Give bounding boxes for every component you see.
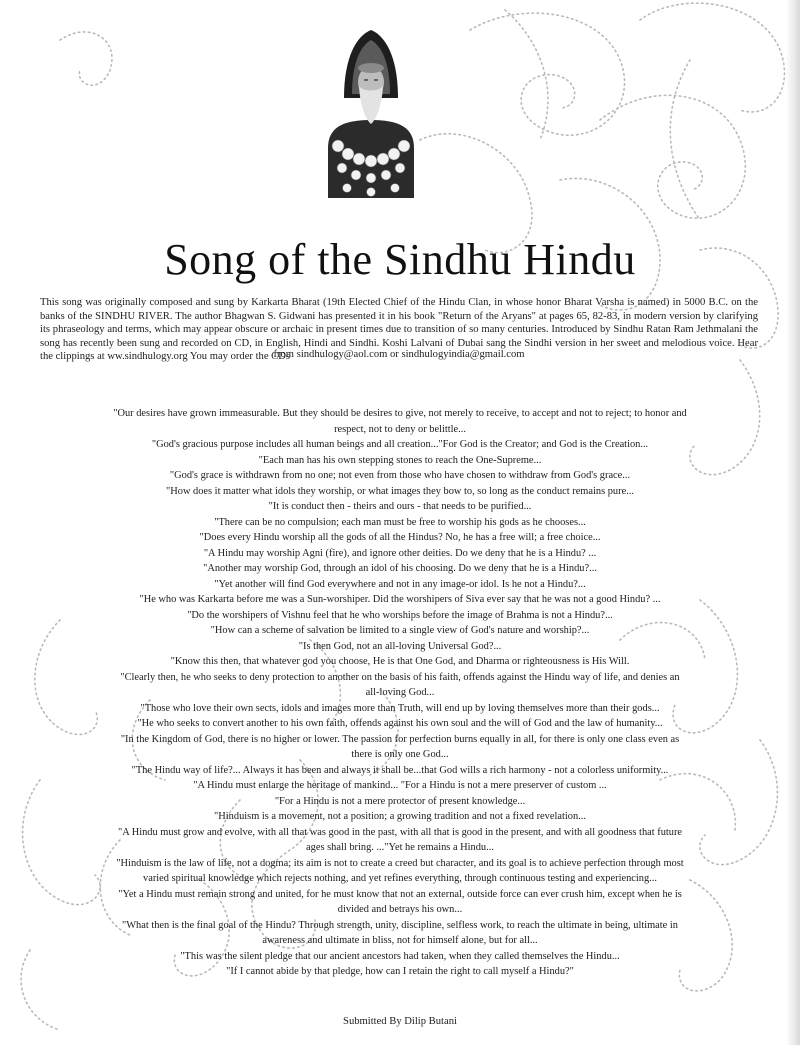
verse-line: "If I cannot abide by that pledge, how can I retain the right to call myself a Hindu?" [226, 966, 574, 977]
verse-line: "Yet a Hindu must remain strong and united, for he must know that not an external, outside force can ever crush him, except when he is [118, 888, 682, 900]
verse-line: varied spiritual knowledge which rejects nothing, and yet refines everything, through continuous testing and experiencing... [143, 873, 657, 884]
page-title: Song of the Sindhu Hindu [164, 235, 636, 284]
song-verses [50, 406, 750, 980]
verse-line: "Does every Hindu worship all the gods of all the Hindus? No, he has a free will; a free choice... [199, 532, 601, 543]
verse-line: "Each man has his own stepping stones to reach the One-Supreme... [258, 454, 542, 466]
verse-line: "Hinduism is the law of life, not a dogma; its aim is not to create a creed but character, and its goal is to achieve perfection through most [116, 857, 684, 869]
verse-line: "A Hindu may worship Agni (fire), and ignore other deities. Do we deny that he is a Hindu? ... [203, 547, 597, 559]
verse-line: "What then is the final goal of the Hindu? Through strength, unity, discipline, selfless work, to reach the ultimate in being, ultimate in [122, 919, 678, 931]
verse-line: "How does it matter what idols they worship, or what images they bow to, so long as the conduct remains pure... [166, 485, 634, 497]
scan-page-edge [786, 0, 800, 1045]
verse-line: "God's gracious purpose includes all human beings and all creation..."For God is the Creator; and God is the Creation... [151, 439, 649, 450]
deity-statue-icon [322, 28, 420, 198]
verse-line: "This was the silent pledge that our ancient ancestors had taken, when they called themselves the Hindu... [180, 950, 620, 962]
verse-line: "For a Hindu is not a mere protector of present knowledge... [274, 795, 526, 807]
verse-line: "Another may worship God, through an idol of his choosing. Do we deny that he is a Hindu?... [203, 563, 597, 574]
verse-line: "Those who love their own sects, idols and images more than Truth, will end up by loving themselves more than their gods... [140, 702, 660, 714]
verse-line: "Know this then, that whatever god you choose, He is that One God, and Dharma or righteousness is His Will. [170, 656, 630, 667]
verse-line: respect, not to deny or belittle... [334, 423, 466, 435]
verse-line: "Clearly then, he who seeks to deny protection to another on the basis of his faith, offends against the Hindu way of life, and denies an [120, 671, 680, 683]
verse-line: "He who seeks to convert another to his own faith, offends against his own soul and the will of God and the law of humanity... [137, 718, 663, 729]
verse-line: ages shall bring. ..."Yet he remains a Hindu... [306, 842, 494, 853]
verse-line: "Is then God, not an all-loving Universal God?... [298, 640, 502, 652]
intro-paragraph: This song was originally composed and sung by Karkarta Bharat (19th Elected Chief of the Hindu Clan, in whose honor Bharat Varsha is named) in 5000 B.C. on the banks of the SINDHU RIVER. The author Bhagwan S. Gidwani has presented it in his book "Return of the Aryans" at pages 65, 82-83, in modern version by clarifying its phraseology and terms, which may appear obscure or archaic in present times due to transition of so many centuries. Introduced by Sindhu Ratan Ram Jethmalani the song has recently been sung and recorded on CD, in English, Hindi and Sindhi. Koshi Lalvani of Dubai sang the Sindhi version in her sweet and melodious voice. Hear the clippings at ww.sindhulogy.org You may order the CDs [40, 297, 758, 363]
verse-line: divided and betrays his own... [337, 904, 463, 915]
verse-line: "A Hindu must grow and evolve, with all that was good in the past, with all that is good in the present, and with all goodness that future [117, 826, 683, 838]
verse-line: "In the Kingdom of God, there is no higher or lower. The passion for perfection burns equally in all, for there is only one class even as [120, 733, 680, 745]
verse-line: "There can be no compulsion; each man must be free to worship his gods as he chooses... [214, 516, 586, 528]
verse-line: "God's grace is withdrawn from no one; not even from those who have chosen to withdraw from God's grace... [169, 470, 631, 481]
verse-line: "He who was Karkarta before me was a Sun-worshiper. Did the worshipers of Siva ever say that he was not a good Hindu? ... [139, 594, 661, 605]
verse-line: "How can a scheme of salvation be limited to a single view of God's nature and worship?... [210, 625, 590, 636]
verse-line: all-loving God... [365, 687, 435, 698]
verse-line: awareness and ultimate in bliss, not for himself alone, but for all... [262, 935, 538, 946]
submitted-by-credit: Submitted By Dilip Butani [343, 1016, 457, 1027]
verse-line: "It is conduct then - theirs and ours - that needs to be purified... [268, 501, 532, 512]
verse-line: "Do the worshipers of Vishnu feel that he who worships before the image of Brahma is not a Hindu?... [187, 609, 613, 621]
intro-contact-line: from sindhulogy@aol.com or sindhulogyindia@gmail.com [273, 349, 525, 360]
verse-line: there is only one God... [351, 749, 449, 760]
verse-line: "Yet another will find God everywhere and not in any image-or idol. Is he not a Hindu?... [214, 578, 586, 590]
verse-line: "Hinduism is a movement, not a position; a growing tradition and not a fixed revelation... [214, 811, 586, 822]
verse-line: "Our desires have grown immeasurable. But they should be desires to give, not merely to receive, to accept and not to reject; to honor and [113, 408, 687, 419]
verse-line: "The Hindu way of life?... Always it has been and always it shall be...that God wills a rich harmony - not a colorless uniformity... [131, 764, 669, 776]
verse-line: "A Hindu must enlarge the heritage of mankind... "For a Hindu is not a mere preserver of custom ... [193, 780, 607, 791]
